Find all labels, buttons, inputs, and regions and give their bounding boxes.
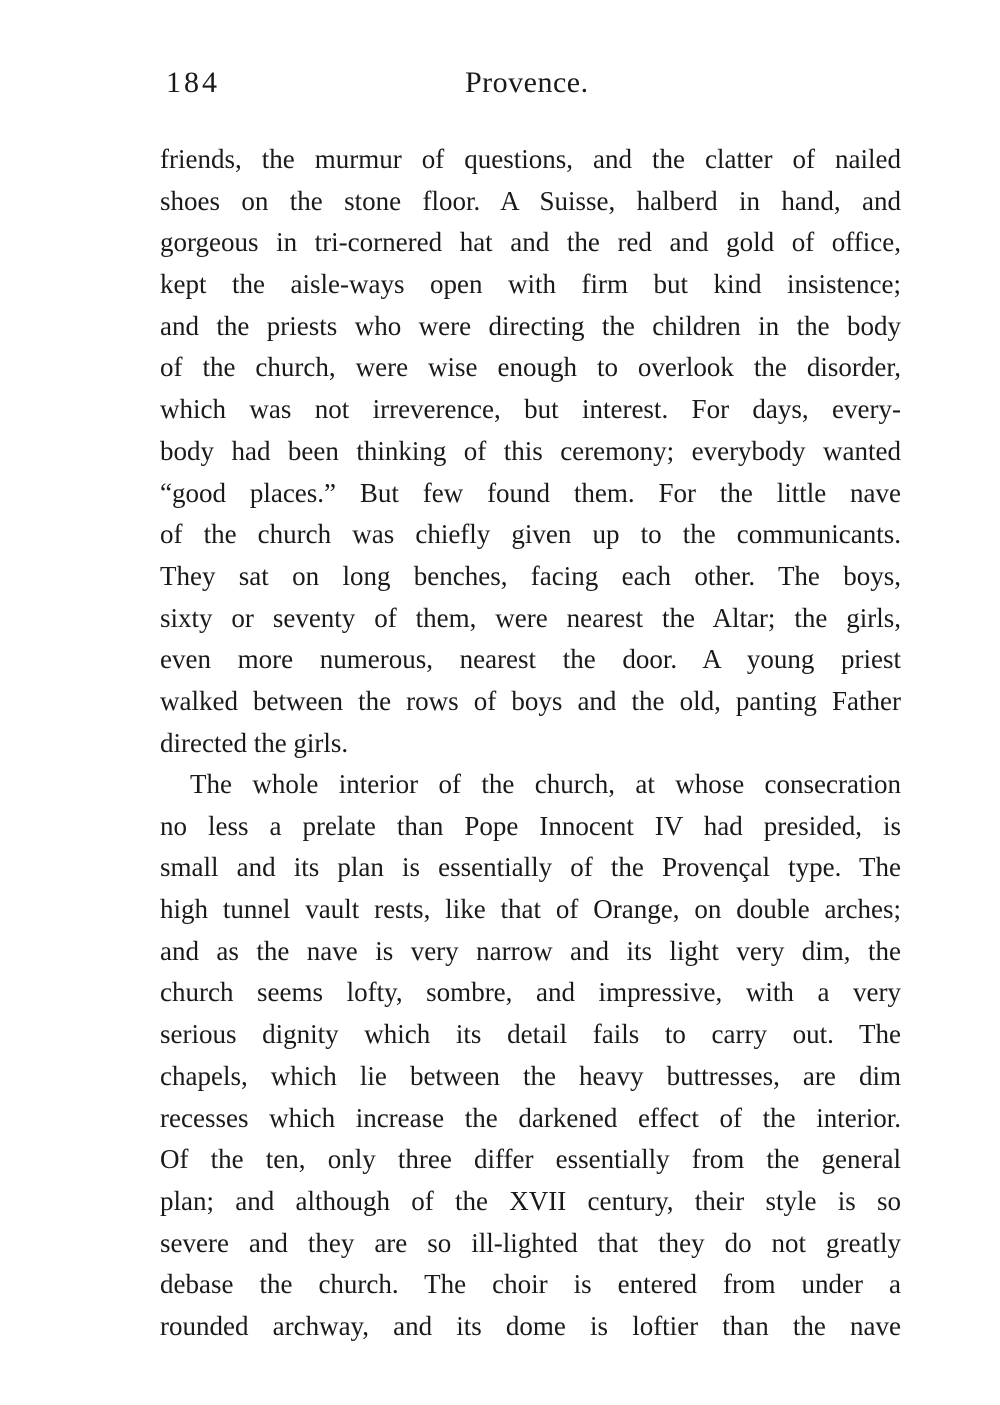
text-line: no less a prelate than Pope Innocent IV had presided, is bbox=[160, 810, 901, 841]
text-line: friends, the murmur of questions, and the clatter of nailed bbox=[160, 144, 901, 174]
text-line: rounded archway, and its dome is loftier than the nave bbox=[160, 1310, 901, 1341]
text-line: They sat on long benches, facing each other. The boys, bbox=[160, 560, 901, 591]
text-line: body had been thinking of this ceremony; everybody wanted bbox=[160, 435, 901, 466]
text-line: recesses which increase the darkened effect of the interior. bbox=[160, 1102, 901, 1133]
paragraph-1 bbox=[160, 139, 901, 764]
text-line: gorgeous in tri-cornered hat and the red and gold of office, bbox=[160, 227, 901, 258]
text-line: plan; and although of the XVII century, their style is so bbox=[160, 1185, 901, 1216]
running-header bbox=[0, 66, 1000, 116]
text-line: shoes on the stone floor. A Suisse, halberd in hand, and bbox=[160, 185, 901, 216]
text-line: directed the girls. bbox=[160, 727, 349, 758]
text-line: kept the aisle-ways open with firm but kind insistence; bbox=[160, 269, 901, 300]
text-line: even more numerous, nearest the door. A young priest bbox=[160, 644, 901, 675]
text-line: walked between the rows of boys and the old, panting Father bbox=[160, 685, 901, 716]
text-line: chapels, which lie between the heavy buttresses, are dim bbox=[160, 1060, 901, 1091]
text-line: serious dignity which its detail fails to carry out. The bbox=[160, 1019, 901, 1050]
text-line: and as the nave is very narrow and its light very dim, the bbox=[160, 935, 901, 966]
page-number: 184 bbox=[166, 66, 220, 99]
text-line: high tunnel vault rests, like that of Orange, on double arches; bbox=[160, 894, 901, 925]
paragraph-2 bbox=[160, 764, 901, 1348]
text-line: which was not irreverence, but interest. For days, every- bbox=[160, 394, 901, 425]
text-line: small and its plan is essentially of the Provençal type. The bbox=[160, 852, 901, 883]
text-line: severe and they are so ill-lighted that they do not greatly bbox=[160, 1227, 901, 1258]
text-line: of the church was chiefly given up to the communicants. bbox=[160, 519, 901, 550]
running-title: Provence. bbox=[465, 66, 589, 99]
text-line: of the church, were wise enough to overlook the disorder, bbox=[160, 352, 901, 383]
text-line: church seems lofty, sombre, and impressive, with a very bbox=[160, 977, 901, 1008]
text-line: “good places.” But few found them. For the little nave bbox=[160, 477, 901, 508]
text-line: debase the church. The choir is entered from under a bbox=[160, 1269, 901, 1300]
text-line: Of the ten, only three differ essentially from the general bbox=[160, 1144, 901, 1175]
text-line: The whole interior of the church, at whose consecration bbox=[190, 769, 901, 799]
text-line: sixty or seventy of them, were nearest the Altar; the girls, bbox=[160, 602, 901, 633]
text-line: and the priests who were directing the children in the body bbox=[160, 310, 901, 341]
